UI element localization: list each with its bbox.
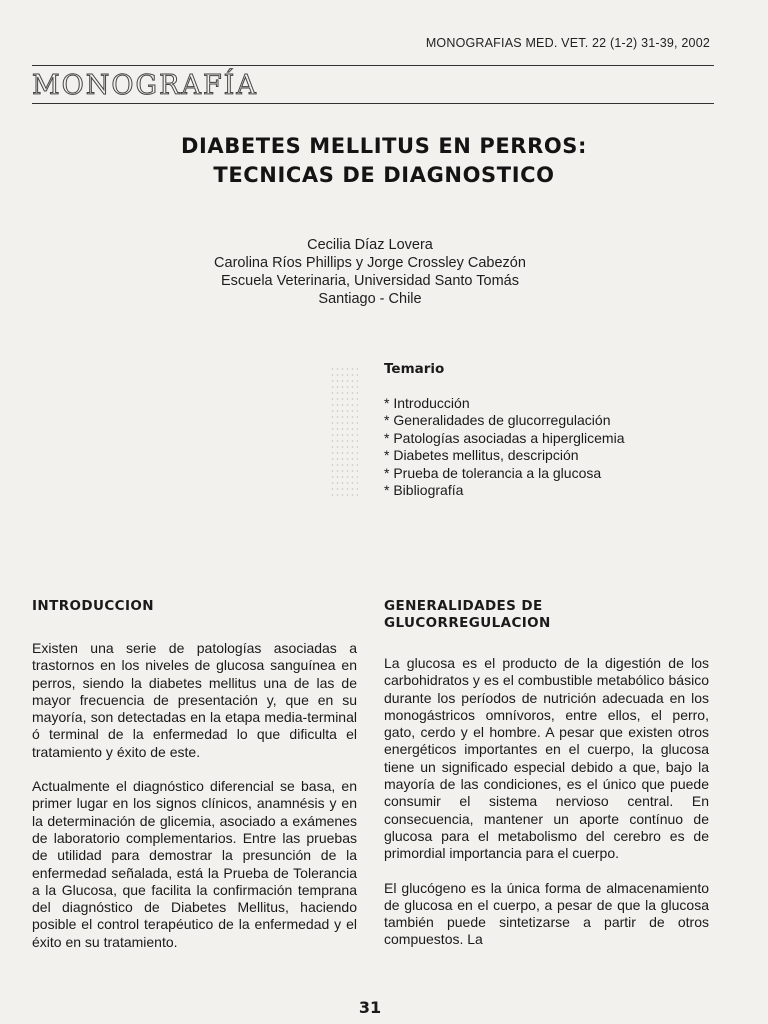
author-block <box>0 236 740 308</box>
heading-line-1: GENERALIDADES DE <box>384 598 543 614</box>
body-paragraph: La glucosa es el producto de la digestión de los carbohidratos y es el combustible metabólico básico durante los períodos de nutrición adecuada en los monogástricos omnívoros, entre ellos, el perro, gato, cerdo y el hombre. A pesar que existen otros energéticos importantes en el cuerpo, la glucosa tiene un significado especial debido a que, bajo la mayoría de las condiciones, es el único que puede consumir el sistema nervioso central. En consecuencia, mantener un aporte contínuo de glucosa para el metabolismo del cerebro es de primordial importancia para el cuerpo. <box>384 655 709 862</box>
contents-box <box>384 361 704 499</box>
section-heading-glucorregulacion <box>384 598 709 632</box>
contents-item: * Prueba de tolerancia a la glucosa <box>384 464 602 481</box>
contents-item: * Diabetes mellitus, descripción <box>384 447 579 464</box>
page-number: 31 <box>358 998 382 1017</box>
header-rule-top <box>32 65 714 66</box>
author-coauthors: Carolina Ríos Phillips y Jorge Crossley Cabezón <box>214 255 526 271</box>
article-title <box>0 132 768 190</box>
contents-item: * Generalidades de glucorregulación <box>384 412 611 429</box>
author-location: Santiago - Chile <box>318 291 422 307</box>
contents-item: * Patologías asociadas a hiperglicemia <box>384 429 625 446</box>
author-affiliation: Escuela Veterinaria, Universidad Santo Tomás <box>221 273 519 289</box>
header-rule-bottom <box>32 103 714 104</box>
left-column <box>32 598 357 968</box>
contents-item: * Bibliografía <box>384 482 464 499</box>
author-primary: Cecilia Díaz Lovera <box>307 237 433 253</box>
section-heading-introduccion: INTRODUCCION <box>32 598 154 614</box>
scan-noise <box>330 366 358 496</box>
title-line-2: TECNICAS DE DIAGNOSTICO <box>213 163 555 187</box>
body-paragraph: El glucógeno es la única forma de almacenamiento de glucosa en el cuerpo, a pesar de que la glucosa también puede sintetizarse a partir de otros compuestos. La <box>384 879 709 948</box>
contents-list <box>384 395 704 499</box>
body-paragraph: Actualmente el diagnóstico diferencial se basa, en primer lugar en los signos clínicos, anamnésis y en la determinación de glicemia, asociado a exámenes de laboratorio complementarios. Entre las pruebas de utilidad para demostrar la presunción de la enfermedad señalada, está la Prueba de Tolerancia a la Glucosa, que facilita la confirmación temprana del diagnóstico de Diabetes Mellitus, haciendo posible el control terapéutico de la enfermedad y el éxito en su tratamiento. <box>32 778 357 950</box>
title-line-1: DIABETES MELLITUS EN PERROS: <box>180 134 588 158</box>
right-column <box>384 598 709 966</box>
heading-line-2: GLUCORREGULACION <box>384 615 551 631</box>
section-label: MONOGRAFÍA <box>32 70 258 101</box>
body-paragraph: Existen una serie de patologías asociadas a trastornos en los niveles de glucosa sanguínea en perros, siendo la diabetes mellitus una de las de mayor frecuencia de presentación y, que en su mayoría, son detectadas en la etapa media-terminal ó terminal de la enfermedad lo que dificulta el tratamiento y éxito de este. <box>32 640 357 760</box>
contents-heading: Temario <box>384 361 445 377</box>
contents-item: * Introducción <box>384 395 470 411</box>
journal-reference: MONOGRAFIAS MED. VET. 22 (1-2) 31-39, 2002 <box>425 36 710 50</box>
